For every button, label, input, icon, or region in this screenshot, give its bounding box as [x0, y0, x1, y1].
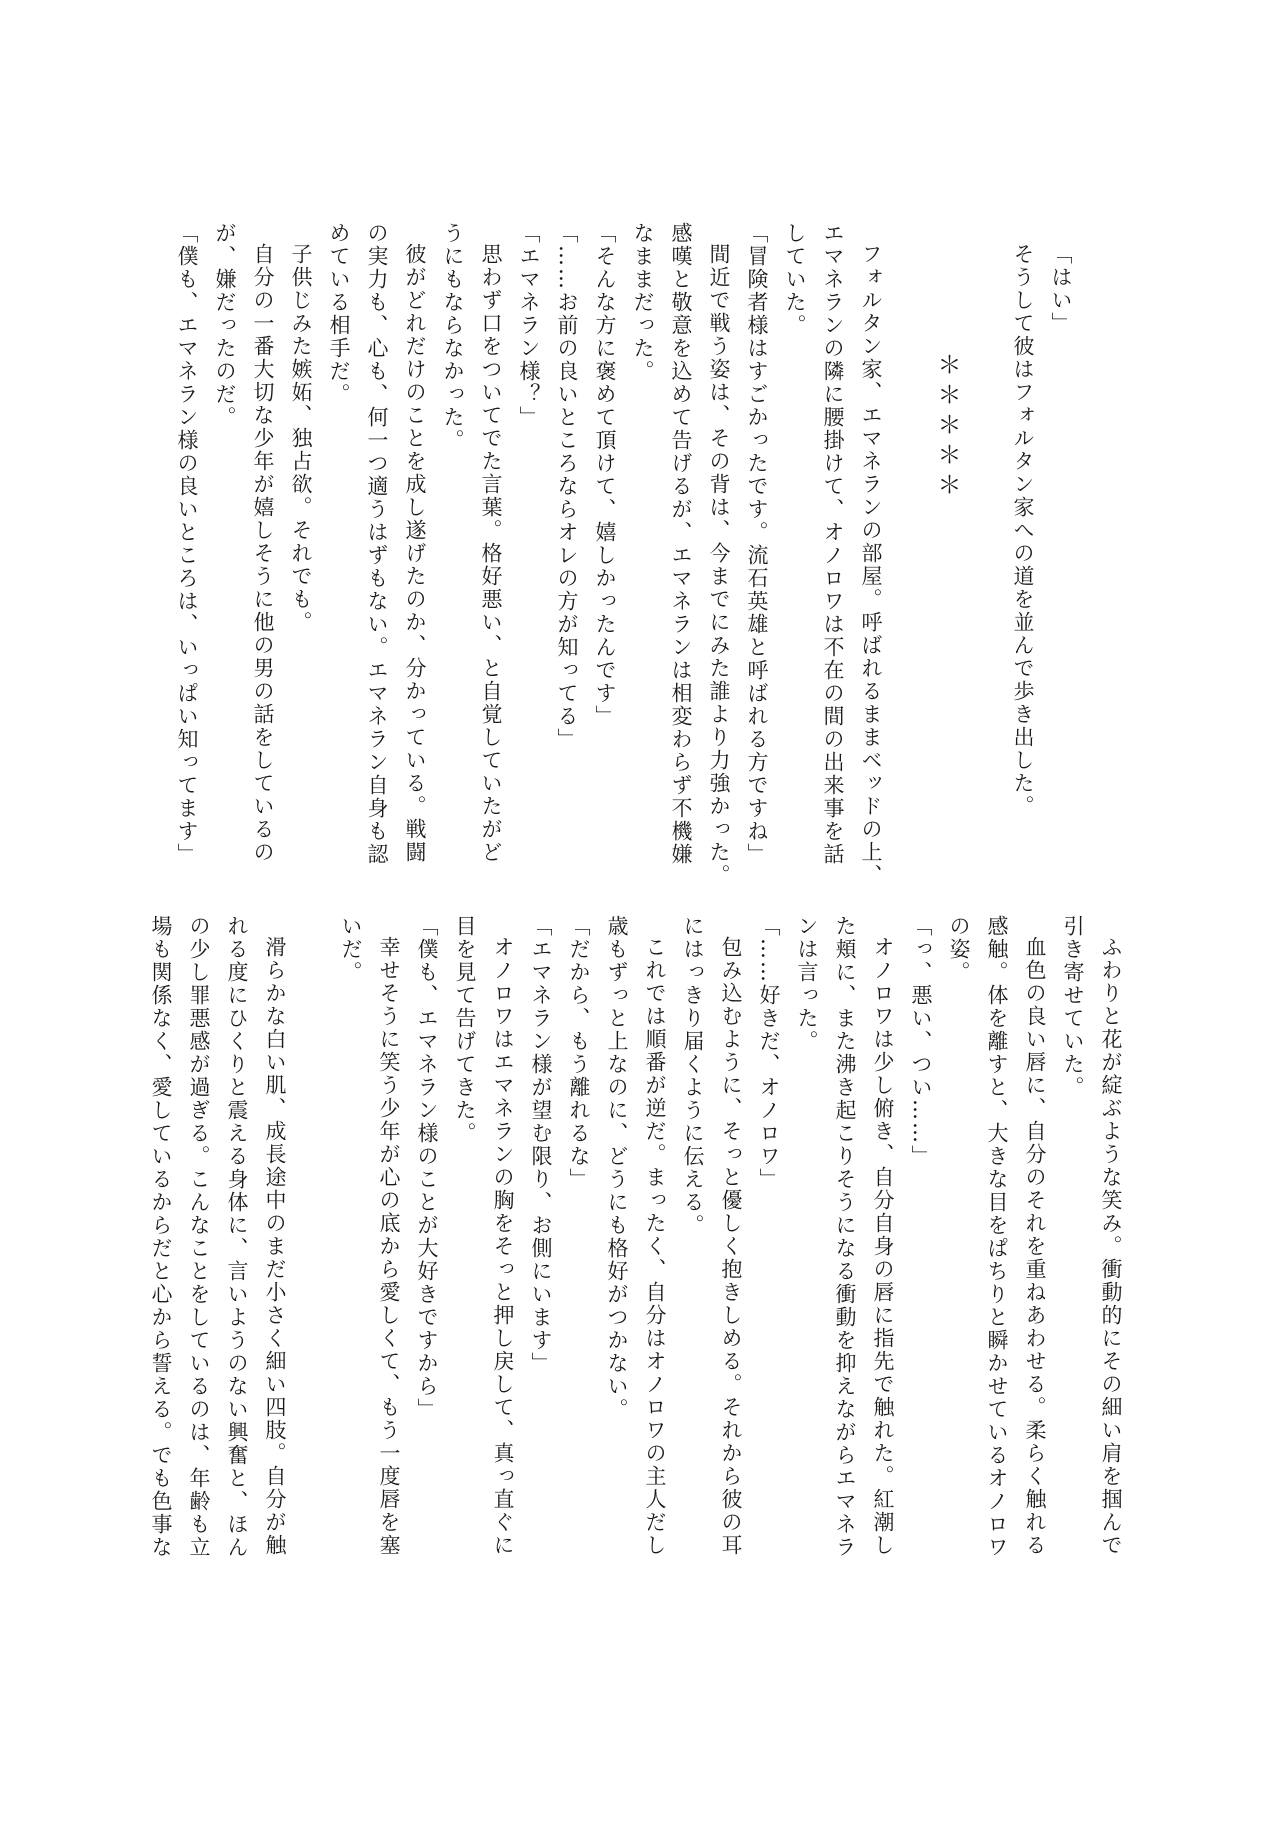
text-line: 間近で戦う姿は、その背は、今までにみた誰より力強かった。 [707, 243, 731, 887]
text-line: れる度にひくりと震える身体に、言いようのない興奮と、ほん [225, 915, 249, 1559]
text-line: フォルタン家、エマネランの部屋。呼ばれるままベッドの上、 [859, 243, 883, 887]
text-line: していた。 [783, 222, 807, 337]
text-line: の姿。 [947, 915, 971, 984]
dialogue-line: 「僕も、エマネラン様の良いところは、いっぱい知ってます」 [175, 222, 199, 866]
text-line: 歳もずっと上なのに、どうにも格好がつかない。 [605, 915, 629, 1421]
text-line: 彼がどれだけのことを成し遂げたのか、分かっている。戦闘 [403, 243, 427, 864]
text-line: オノロワはエマネランの胸をそっと押し戻して、真っ直ぐに [491, 936, 515, 1557]
text-line: 場も関係なく、愛しているからだと心から誓える。でも色事な [149, 915, 173, 1559]
text-line: 思わず口をついてでた言葉。格好悪い、と自覚していたがど [479, 243, 503, 864]
text-line: めている相手だ。 [327, 222, 351, 406]
dialogue-line: 「エマネラン様が望む限り、お側にいます」 [529, 915, 553, 1375]
text-line: 血色の良い唇に、自分のそれを重ねあわせる。柔らく触れる [1023, 936, 1047, 1557]
lower-text-block [149, 915, 1130, 1605]
text-line: これでは順番が逆だ。まったく、自分はオノロワの主人だし [643, 936, 667, 1557]
text-line: 引き寄せていた。 [1061, 915, 1085, 1099]
text-line: 目を見て告げてきた。 [453, 915, 477, 1145]
text-line: 幸せそうに笑う少年が心の底から愛しくて、もう一度唇を塞 [377, 936, 401, 1557]
text-line: 子供じみた嫉妬、独占欲。それでも。 [289, 243, 313, 634]
text-line: 感触。体を離すと、大きな目をぱちりと瞬かせているオノロワ [985, 915, 1009, 1559]
text-line: いだ。 [339, 915, 363, 984]
text-line: エマネランの隣に腰掛けて、オノロワは不在の間の出来事を話 [821, 222, 845, 866]
text-line: ふわりと花が綻ぶような笑み。衝動的にその細い肩を掴んで [1099, 936, 1123, 1557]
dialogue-line: 「そんな方に褒めて頂けて、嬉しかったんです」 [593, 222, 617, 728]
text-line: にはっきり届くように伝える。 [681, 915, 705, 1237]
text-line: 感嘆と敬意を込めて告げるが、エマネランは相変わらず不機嫌 [669, 222, 693, 866]
text-line: た頬に、また沸き起こりそうになる衝動を抑えながらエマネラ [833, 915, 857, 1559]
text-line: 「はい」 [1049, 243, 1073, 335]
dialogue-line: 「冒険者様はすごかったです。流石英雄と呼ばれる方ですね」 [745, 222, 769, 866]
text-line: の実力も、心も、何一つ適うはずもない。エマネラン自身も認 [365, 222, 389, 866]
text-line: オノロワは少し俯き、自分自身の唇に指先で触れた。紅潮し [871, 936, 895, 1557]
text-line: 自分の一番大切な少年が嬉しそうに他の男の話をしているの [251, 243, 275, 864]
dialogue-line: 「エマネラン様？」 [517, 222, 541, 429]
text-line: そうして彼はフォルタン家への道を並んで歩き出した。 [1011, 243, 1035, 818]
dialogue-line: 「だから、もう離れるな」 [567, 915, 591, 1191]
dialogue-line: 「っ、悪い、つい……」 [909, 915, 933, 1168]
text-line: の少し罪悪感が過ぎる。こんなことをしているのは、年齢も立 [187, 915, 211, 1559]
text-line: が、嫌だったのだ。 [213, 222, 237, 429]
text-line: うにもならなかった。 [441, 222, 465, 452]
scene-separator: ＊＊＊＊＊ [933, 352, 961, 502]
text-line: 滑らかな白い肌、成長途中のまだ小さく細い四肢。自分が触 [263, 936, 287, 1557]
text-line: なままだった。 [631, 222, 655, 383]
dialogue-line: 「……好きだ、オノロワ」 [757, 915, 781, 1191]
text-line: 包み込むように、そっと優しく抱きしめる。それから彼の耳 [719, 936, 743, 1557]
dialogue-line: 「僕も、エマネラン様のことが大好きですから」 [415, 915, 439, 1421]
upper-text-block [175, 222, 1080, 887]
text-line: ンは言った。 [795, 915, 819, 1053]
dialogue-line: 「……お前の良いところならオレの方が知ってる」 [555, 222, 579, 751]
